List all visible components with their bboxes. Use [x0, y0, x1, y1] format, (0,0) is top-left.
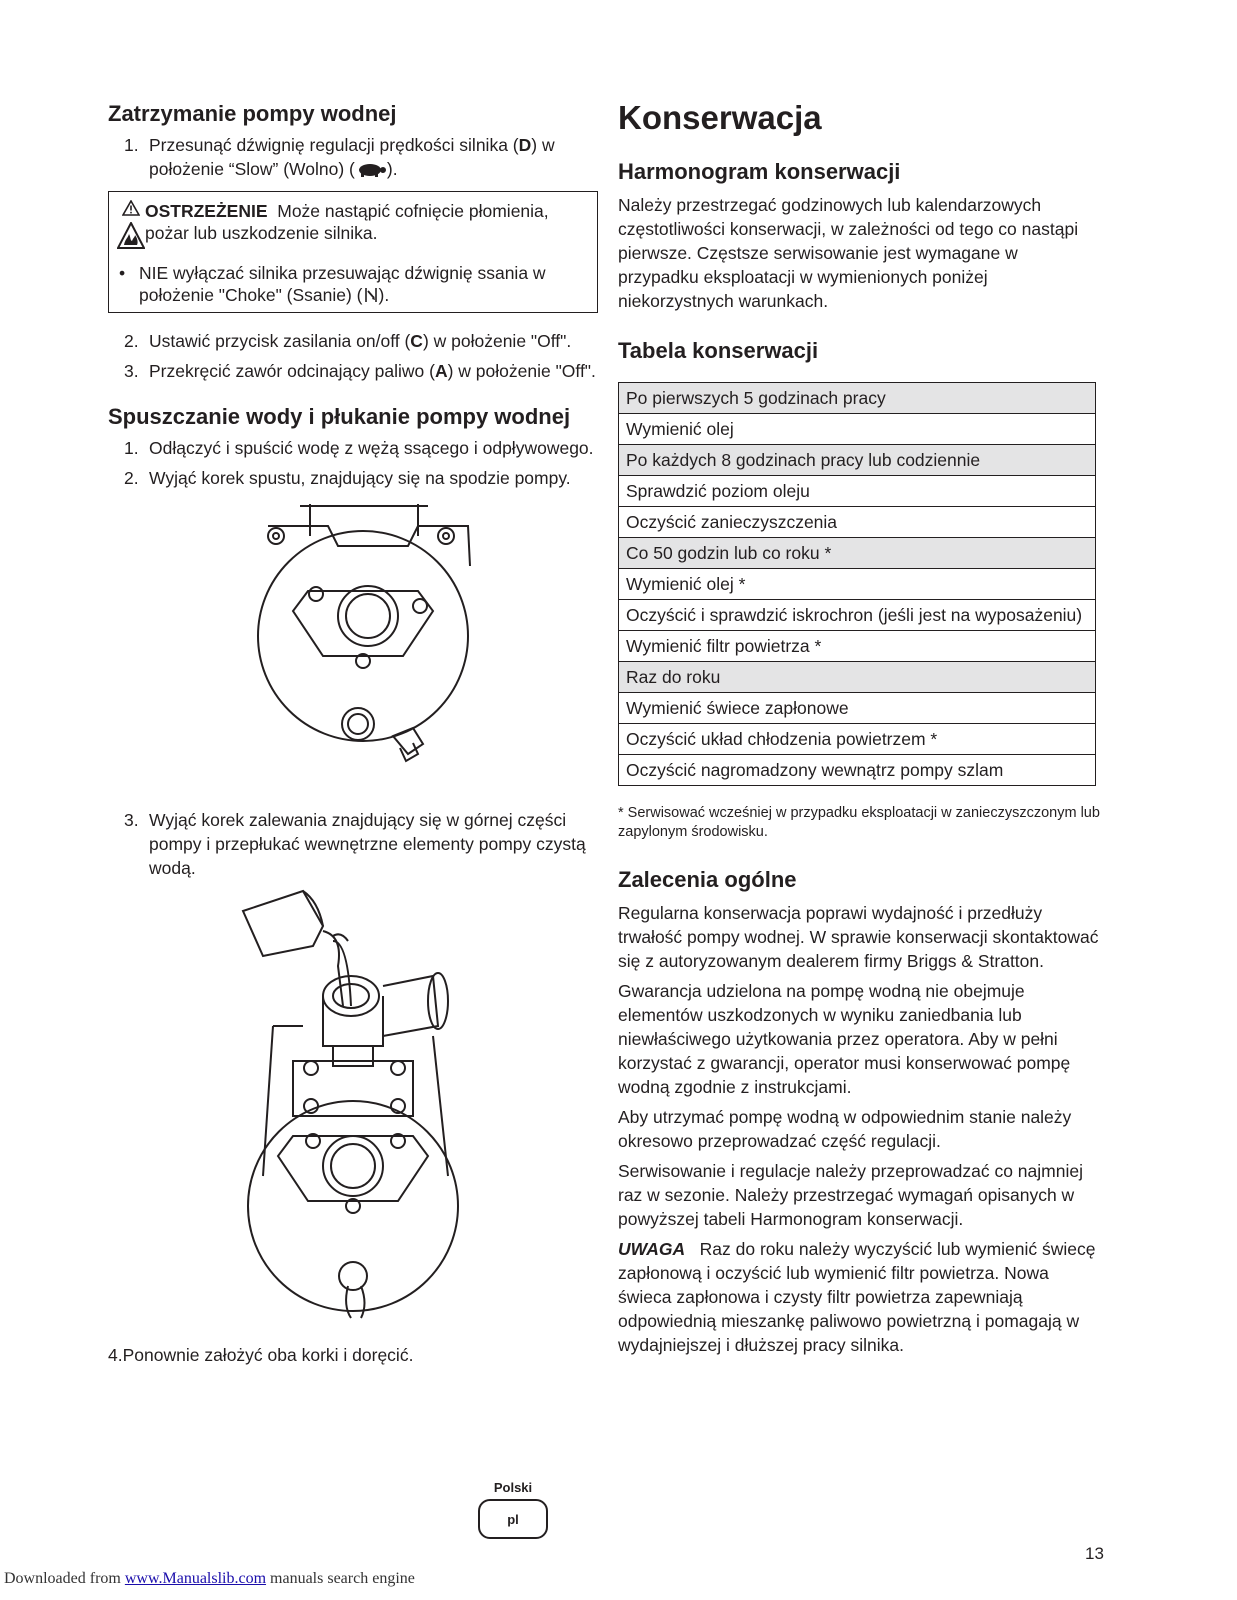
- table-cell: Oczyścić układ chłodzenia powietrzem *: [619, 724, 1096, 755]
- warning-box: [108, 191, 598, 313]
- general-paragraph-4: Serwisowanie i regulacje należy przeprowadzać co najmniej raz w sezonie. Należy przestrzegać wymagań opisanych w powyższej tabeli Harmonogram konserwacji.: [618, 1161, 1083, 1229]
- table-section-header: Co 50 godzin lub co roku *: [619, 538, 1096, 569]
- maintenance-title: Konserwacja: [618, 99, 822, 136]
- language-label: Polski: [493, 1480, 533, 1495]
- table-row: [619, 569, 1096, 600]
- warning-text: Może nastąpić cofnięcie płomienia, pożar lub uszkodzenie silnika.: [145, 201, 549, 243]
- warning-label: OSTRZEŻENIE: [145, 201, 268, 221]
- table-cell: Oczyścić nagromadzony wewnątrz pompy szlam: [619, 755, 1096, 786]
- schedule-paragraph: Należy przestrzegać godzinowych lub kalendarzowych częstotliwości konserwacji, w zależności od tego co nastąpi pierwsze. Częstsze serwisowanie jest wymagane w przypadku eksploatacji w wymienionych poniżej niekorzystnych warunkach.: [618, 195, 1079, 311]
- general-paragraph-3: Aby utrzymać pompę wodną w odpowiednim stanie należy okresowo przeprowadzać część regulacji.: [618, 1107, 1072, 1151]
- table-row: [619, 631, 1096, 662]
- stop-step-3: 3. Przekręcić zawór odcinający paliwo (A) w położenie "Off".: [124, 361, 596, 381]
- stop-step-1: 1. Przesunąć dźwignię regulacji prędkości silnika (D) w położenie “Slow” (Wolno) ( ).: [124, 135, 555, 179]
- drain-steps-list-cont: [108, 808, 598, 880]
- table-cell: Wymienić świece zapłonowe: [619, 693, 1096, 724]
- language-tab: [478, 1480, 548, 1539]
- fire-hazard-icon: [117, 222, 145, 250]
- manualslib-link[interactable]: www.Manualslib.com: [124, 1570, 267, 1587]
- stop-pump-heading: Zatrzymanie pompy wodnej: [108, 101, 397, 126]
- table-cell: Sprawdzić poziom oleju: [619, 476, 1096, 507]
- table-row: [619, 538, 1096, 569]
- uwaga-text: Raz do roku należy wyczyścić lub wymienić świecę zapłonową i oczyścić lub wymienić filtr powietrza. Nowa świeca zapłonowa i czysty filtr powietrza zapewniają odpowiednią mieszankę paliwowo powietrzną i pomagają w wydajniejszej i dłuższej pracy silnika.: [618, 1239, 1096, 1355]
- table-row: [619, 507, 1096, 538]
- table-cell: Oczyścić zanieczyszczenia: [619, 507, 1096, 538]
- table-section-header: Raz do roku: [619, 662, 1096, 693]
- pump-drain-plug-illustration: [228, 496, 478, 786]
- stop-steps-list-cont: [108, 329, 598, 383]
- warning-triangle-icon: [122, 200, 140, 216]
- drain-steps-list: [108, 436, 598, 490]
- choke-symbol-icon: [363, 287, 379, 303]
- table-cell: Wymienić olej: [619, 414, 1096, 445]
- drain-step-1: 1. Odłączyć i spuścić wodę z wężą ssącego i odpływowego.: [124, 438, 594, 458]
- table-section-header: Po każdych 8 godzinach pracy lub codziennie: [619, 445, 1096, 476]
- table-row: [619, 383, 1096, 414]
- table-row: [619, 476, 1096, 507]
- maintenance-table: [618, 382, 1096, 786]
- table-row: [619, 662, 1096, 693]
- pump-flushing-illustration: [233, 886, 473, 1321]
- table-heading: Tabela konserwacji: [618, 338, 819, 363]
- general-paragraph-2: Gwarancja udzielona na pompę wodną nie obejmuje elementów uszkodzonych w wyniku zaniedbania lub niewłaściwego użytkowania przez operatora. Aby w pełni korzystać z gwarancji, operator musi konserwować pompę wodną zgodnie z instrukcjami.: [618, 981, 1071, 1097]
- stop-steps-list: [108, 133, 598, 181]
- drain-heading: Spuszczanie wody i płukanie pompy wodnej: [108, 404, 571, 429]
- table-row: [619, 414, 1096, 445]
- table-footnote: * Serwisować wcześniej w przypadku eksploatacji w zanieczyszczonym lub zapylonym środowisku.: [618, 805, 1100, 840]
- uwaga-label: UWAGA: [618, 1239, 686, 1259]
- left-column: [108, 100, 598, 1367]
- turtle-icon: [355, 160, 387, 178]
- warning-bullet: • NIE wyłączać silnika przesuwając dźwignię ssania w położenie "Choke" (Ssanie) ( ).: [119, 263, 546, 305]
- table-row: [619, 755, 1096, 786]
- drain-step-3: 3. Wyjąć korek zalewania znajdujący się w górnej części pompy i przepłukać wewnętrzne elementy pompy czystą wodą.: [124, 810, 586, 878]
- drain-step-2: 2. Wyjąć korek spustu, znajdujący się na spodzie pompy.: [124, 468, 571, 488]
- drain-step-4: 4.Ponownie założyć oba korki i doręcić.: [108, 1345, 414, 1365]
- uwaga-paragraph: [618, 1237, 1103, 1357]
- table-cell: Oczyścić i sprawdzić iskrochron (jeśli jest na wyposażeniu): [619, 600, 1096, 631]
- table-row: [619, 600, 1096, 631]
- page-number: 13: [1085, 1544, 1104, 1563]
- table-cell: Wymienić filtr powietrza *: [619, 631, 1096, 662]
- table-section-header: Po pierwszych 5 godzinach pracy: [619, 383, 1096, 414]
- table-row: [619, 693, 1096, 724]
- general-heading: Zalecenia ogólne: [618, 867, 797, 892]
- general-paragraph-1: Regularna konserwacja poprawi wydajność i przedłuży trwałość pompy wodnej. W sprawie konserwacji skontaktować się z autoryzowanym dealerem firmy Briggs & Stratton.: [618, 903, 1099, 971]
- right-column: [618, 98, 1103, 1363]
- schedule-heading: Harmonogram konserwacji: [618, 159, 901, 184]
- download-banner: Downloaded from www.Manualslib.com manuals search engine: [4, 1570, 415, 1587]
- table-cell: Wymienić olej *: [619, 569, 1096, 600]
- table-row: [619, 445, 1096, 476]
- stop-step-2: 2. Ustawić przycisk zasilania on/off (C) w położenie "Off".: [124, 331, 572, 351]
- table-row: [619, 724, 1096, 755]
- language-code-badge: pl: [478, 1499, 548, 1539]
